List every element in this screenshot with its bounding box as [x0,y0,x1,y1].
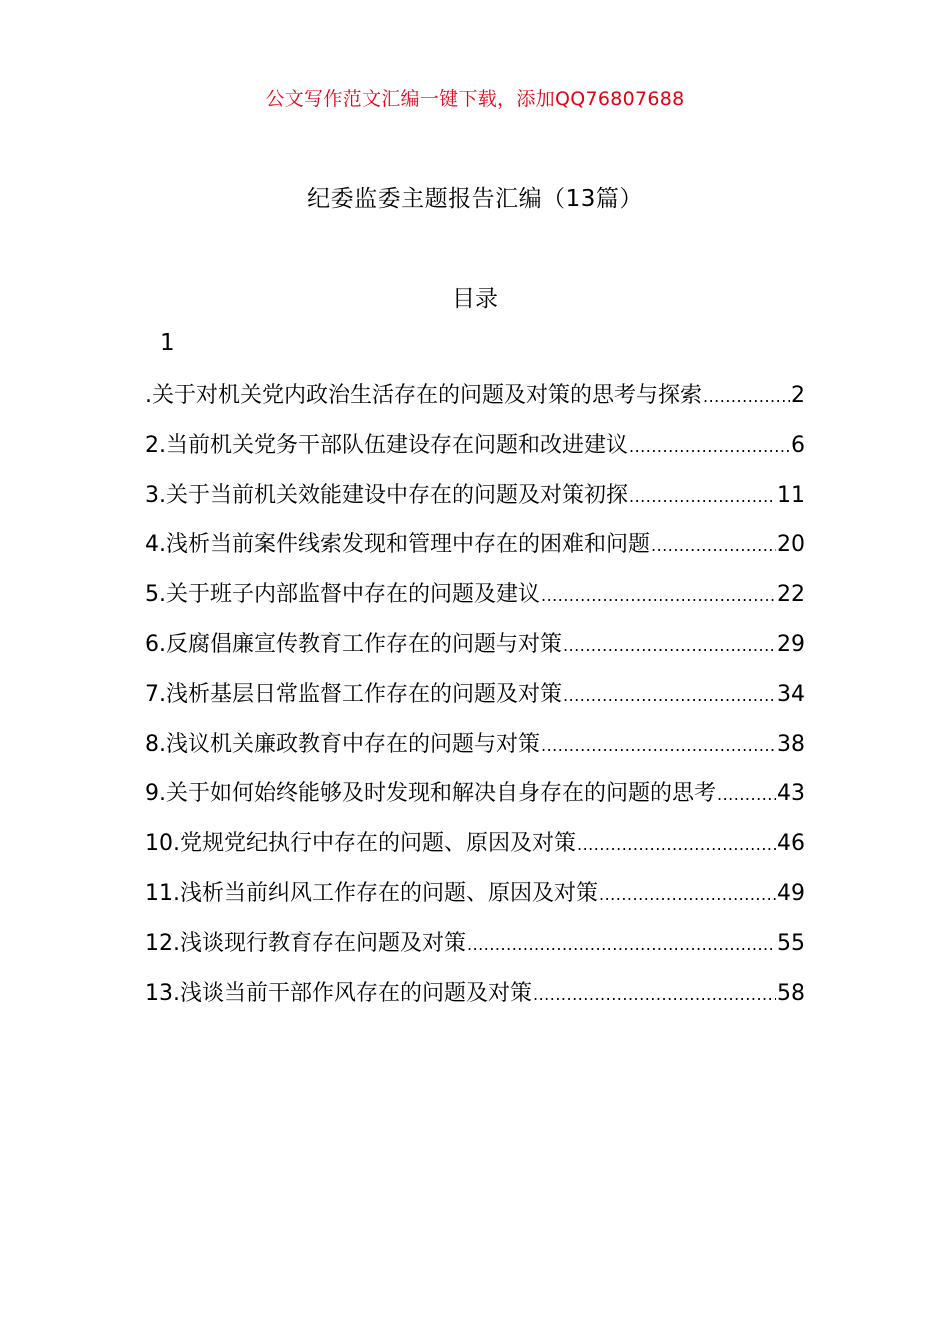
toc-entry-page: 38 [777,731,805,757]
toc-entry-page: 11 [777,482,805,508]
toc-entry-page: 43 [777,781,805,807]
toc-entry-title: 9.关于如何始终能够及时发现和解决自身存在的问题的思考 [145,781,716,807]
toc-entry-page: 29 [777,631,805,657]
toc-entry-title: 2.当前机关党务干部队伍建设存在问题和改进建议 [145,432,628,458]
toc-entry[interactable] [145,727,805,777]
toc-entry[interactable] [145,926,805,976]
promo-banner: 公文写作范文汇编一键下载，添加QQ76807688 [265,88,685,110]
toc-entry-page: 58 [777,980,805,1006]
toc-leader [599,885,776,904]
toc-leader [651,536,776,555]
toc-entry[interactable] [145,876,805,926]
toc-leader [629,437,790,456]
toc-entry-title: .关于对机关党内政治生活存在的问题及对策的思考与探索 [145,383,702,408]
toc-leader [533,985,776,1004]
toc-entry[interactable] [145,478,805,528]
toc-entry-page: 6 [791,432,805,458]
toc-leader [563,636,776,655]
toc-entry[interactable] [145,776,805,826]
toc-leader [563,686,776,705]
toc-entry-title: 7.浅析基层日常监督工作存在的问题及对策 [145,681,562,707]
document-title: 纪委监委主题报告汇编（13篇） [307,186,643,212]
toc-entry-page: 55 [777,930,805,956]
toc-entry[interactable] [145,627,805,677]
toc-leader [629,487,776,506]
toc-leader [703,387,790,406]
toc-entry[interactable] [145,428,805,478]
toc-leader [541,736,776,755]
toc-entry-title: 8.浅议机关廉政教育中存在的问题与对策 [145,731,540,757]
toc-entry-page: 2 [791,383,805,408]
toc-entry[interactable] [145,577,805,627]
toc-entry-title: 12.浅谈现行教育存在问题及对策 [145,930,466,956]
toc-entry-title: 13.浅谈当前干部作风存在的问题及对策 [145,980,532,1006]
toc-number: 1 [160,330,175,356]
toc-leader [541,586,776,605]
toc-entry-title: 4.浅析当前案件线索发现和管理中存在的困难和问题 [145,532,650,558]
toc-entry-page: 49 [777,880,805,906]
toc-entry[interactable] [145,826,805,876]
toc-entry[interactable] [145,527,805,577]
toc-entry-title: 11.浅析当前纠风工作存在的问题、原因及对策 [145,880,598,906]
toc-leader [577,835,776,854]
toc-heading: 目录 [452,286,498,312]
toc-leader [717,785,776,804]
toc-entry-title: 10.党规党纪执行中存在的问题、原因及对策 [145,831,576,857]
toc-entry-title: 3.关于当前机关效能建设中存在的问题及对策初探 [145,482,628,508]
toc-entry-page: 22 [777,582,805,608]
toc-leader [467,935,776,954]
toc-entry-page: 20 [777,532,805,558]
toc-entry-page: 46 [777,831,805,857]
table-of-contents [145,378,805,1025]
toc-entry[interactable] [145,677,805,727]
toc-entry[interactable] [145,976,805,1026]
toc-entry-title: 5.关于班子内部监督中存在的问题及建议 [145,582,540,608]
toc-entry-page: 34 [777,681,805,707]
toc-entry-title: 6.反腐倡廉宣传教育工作存在的问题与对策 [145,631,562,657]
toc-entry[interactable] [145,378,805,428]
